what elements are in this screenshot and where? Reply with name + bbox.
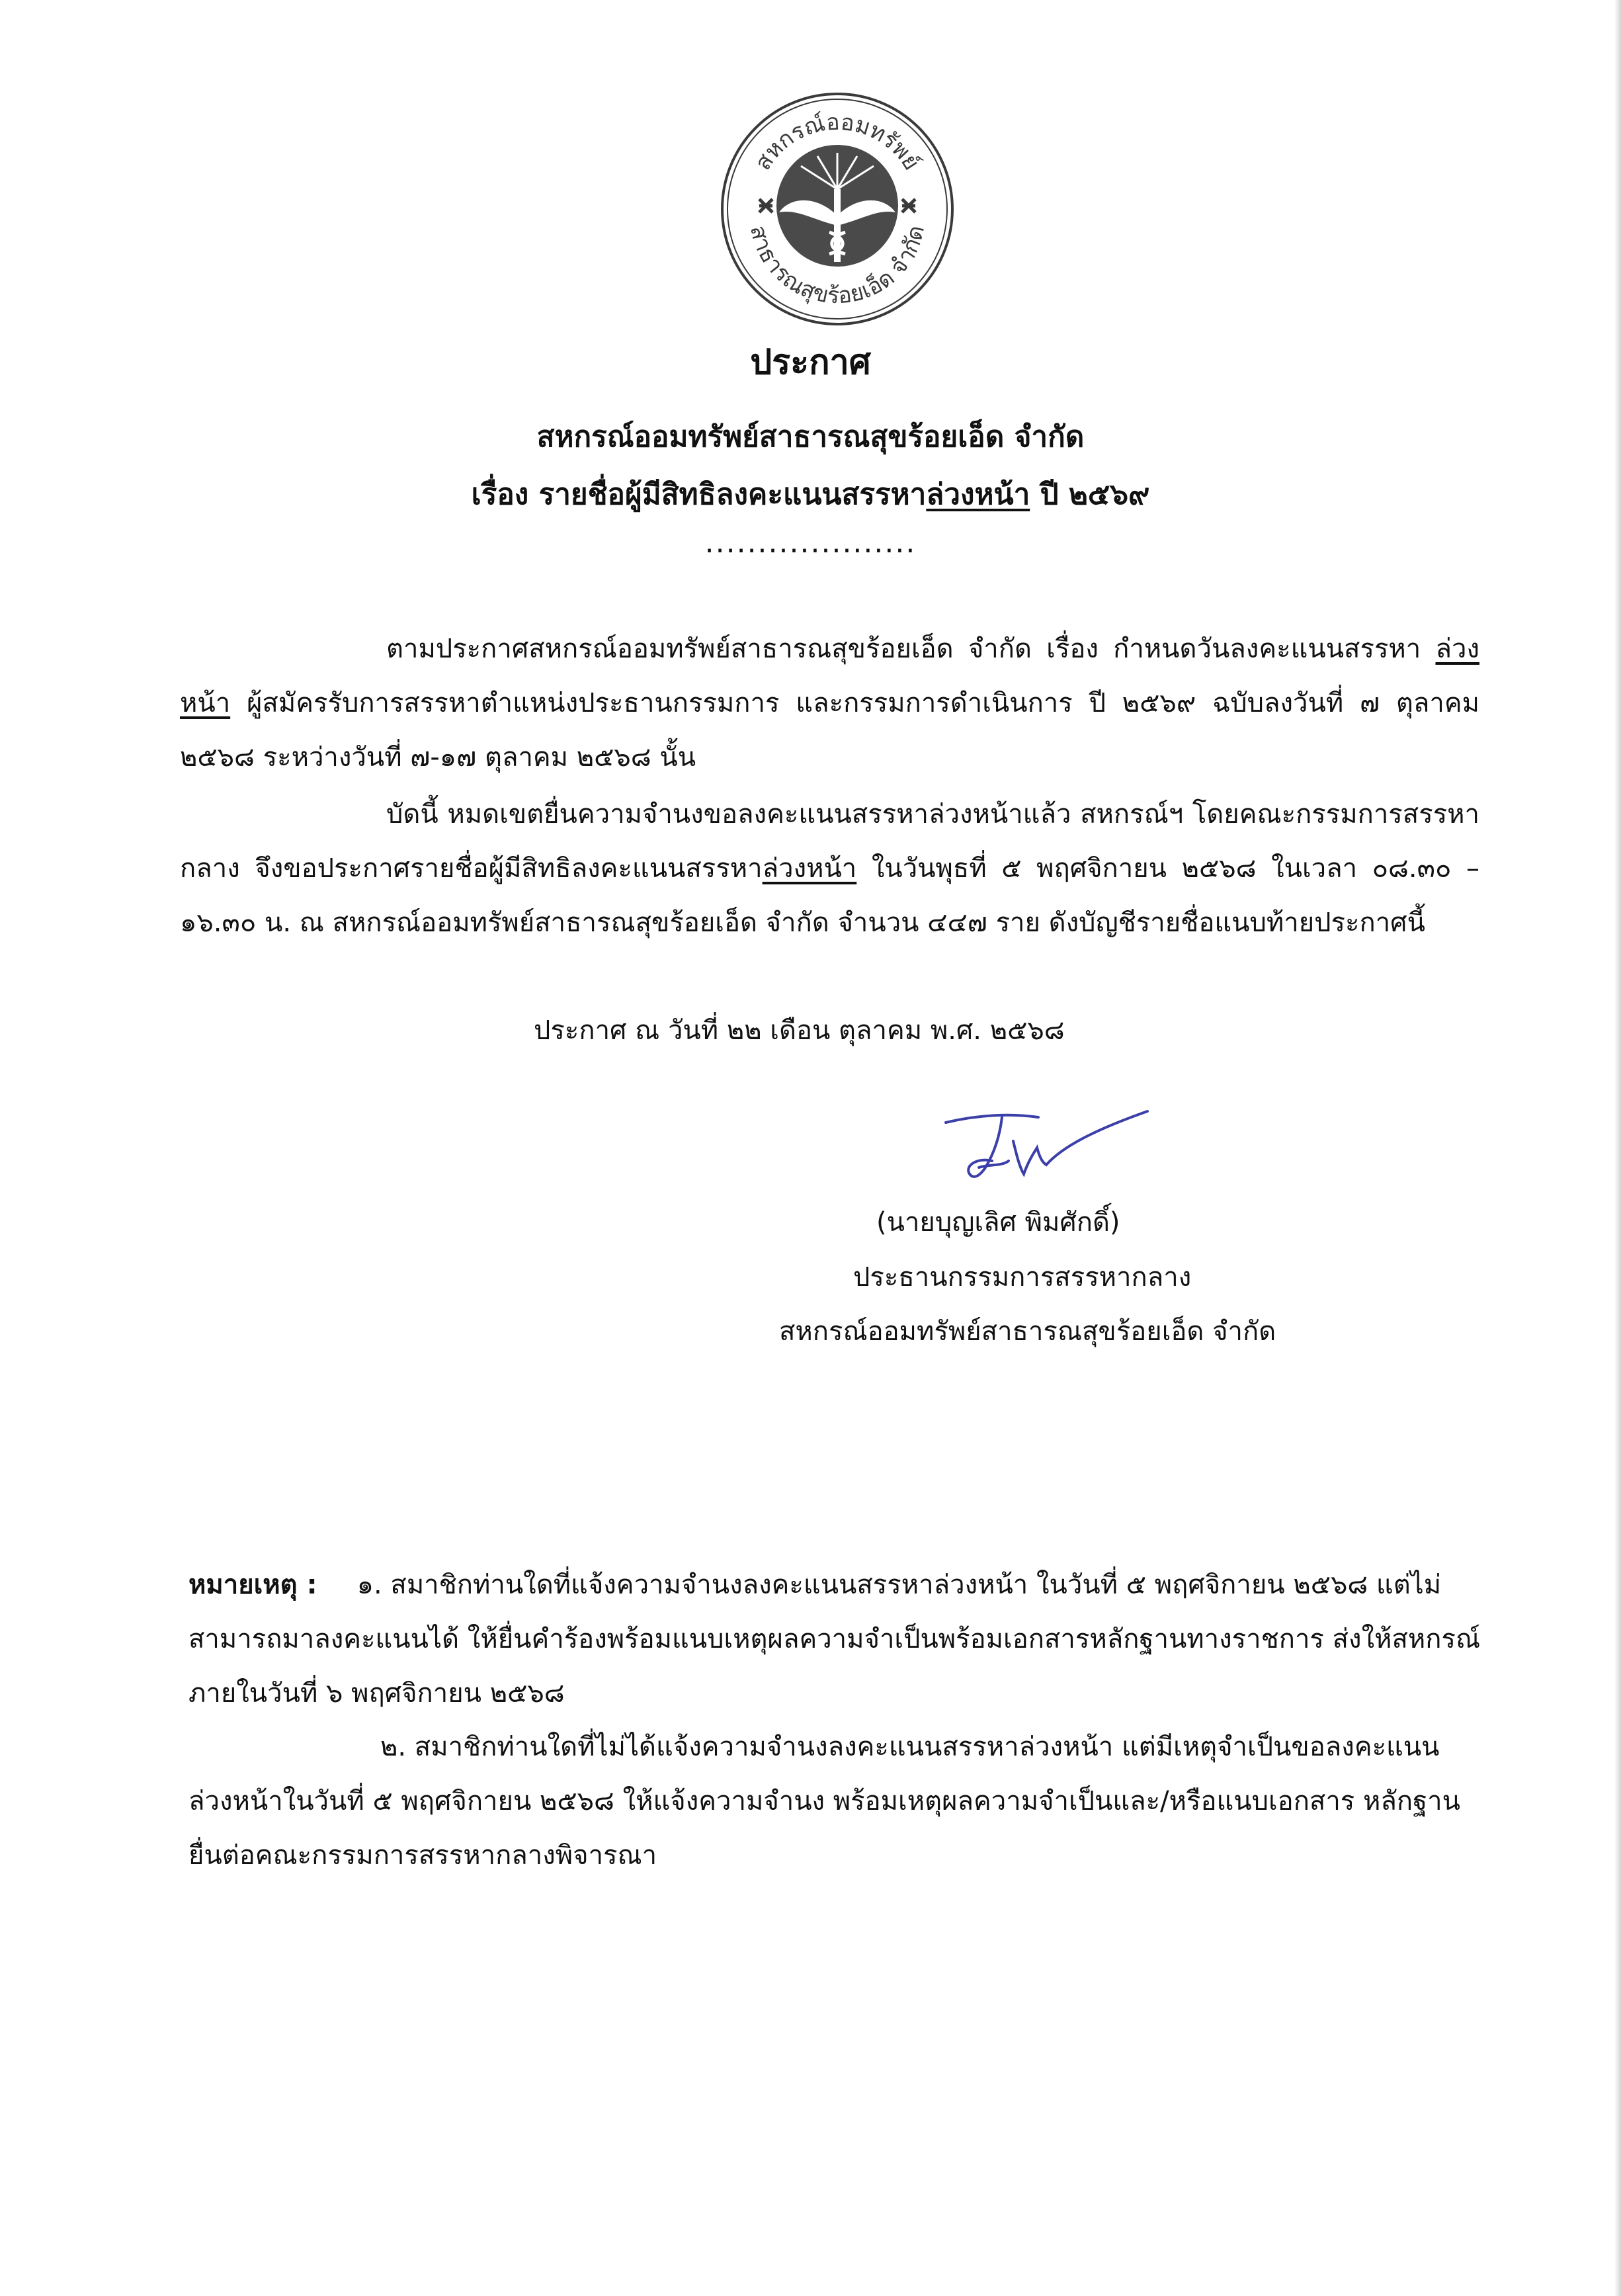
signatory-name: (นายบุญเลิศ พิมศักดิ์) xyxy=(876,1207,1120,1238)
announcement-date: ประกาศ ณ วันที่ ๒๒ เดือน ตุลาคม พ.ศ. ๒๕๖๘ xyxy=(534,1015,1065,1046)
note-1-text: ๑. สมาชิกท่านใดที่แจ้งความจำนงลงคะแนนสรรหาล่วงหน้า ในวันที่ ๕ พฤศจิกายน ๒๕๖๘ แต่ไม่สามารถมาลงคะแนนได้ ให้ยื่นคำร้องพร้อมแนบเหตุผลความจำเป็นพร้อมเอกสารหลักฐานทางราชการ ส่งให้สหกรณ์ภายในวันที่ ๖ พฤศจิกายน ๒๕๖๘ xyxy=(188,1570,1481,1709)
announcement-subject xyxy=(0,471,1621,517)
p1-text-b: ผู้สมัครรับการสรรหาตำแหน่งประธานกรรมการ และกรรมการดำเนินการ ปี ๒๕๖๙ ฉบับลงวันที่ ๗ ตุลาคม ๒๕๖๘ ระหว่างวันที่ ๗-๑๗ ตุลาคม ๒๕๖๘ นั้น xyxy=(180,688,1479,773)
signatory-organization: สหกรณ์ออมทรัพย์สาธารณสุขร้อยเอ็ด จำกัด xyxy=(779,1316,1276,1347)
p2-text-a: บัดนี้ หมดเขตยื่นความจำนงขอลงคะแนนสรรหาล่วงหน้าแล้ว สหกรณ์ฯ โดยคณะกรรมการสรรหากลาง จึงขอประกาศรายชื่อผู้มีสิทธิลงคะแนนสรรหา xyxy=(180,799,1479,884)
subject-underlined: ล่วงหน้า xyxy=(926,478,1030,511)
cooperative-seal-logo xyxy=(718,90,956,328)
seal-text-bottom: สาธารณสุขร้อยเอ็ด จำกัด xyxy=(745,223,931,310)
organization-name: สหกรณ์ออมทรัพย์สาธารณสุขร้อยเอ็ด จำกัด xyxy=(536,420,1085,454)
signatory-position: ประธานกรรมการสรรหากลาง xyxy=(853,1262,1192,1293)
handwritten-signature xyxy=(939,1095,1157,1201)
subject-suffix: ปี ๒๕๖๙ xyxy=(1030,478,1150,511)
note-1 xyxy=(188,1558,1501,1721)
p1-text-a: ตามประกาศสหกรณ์ออมทรัพย์สาธารณสุขร้อยเอ็ด จำกัด เรื่อง กำหนดวันลงคะแนนสรรหา xyxy=(386,634,1436,664)
seal-text-top: สหกรณ์ออมทรัพย์ xyxy=(749,108,925,175)
p1-underlined: ล่วงหน้า xyxy=(180,634,1479,718)
note-2 xyxy=(188,1720,1501,1883)
note-heading: หมายเหตุ : xyxy=(188,1570,317,1600)
paragraph-1 xyxy=(180,622,1479,785)
p2-underlined: ล่วงหน้า xyxy=(762,853,857,884)
note-2-first-line: ๒. สมาชิกท่านใดที่ไม่ได้แจ้งความจำนงลงคะแนนสรรหาล่วงหน้า แต่มีเหตุจำเป็นขอลงคะแนน xyxy=(380,1732,1440,1762)
paragraph-2 xyxy=(180,787,1479,950)
note-2-rest: ล่วงหน้าในวันที่ ๕ พฤศจิกายน ๒๕๖๘ ให้แจ้งความจำนง พร้อมเหตุผลความจำเป็นและ/หรือแนบเอกสาร หลักฐาน ยื่นต่อคณะกรรมการสรรหากลางพิจารณา xyxy=(188,1786,1460,1871)
announcement-title: ประกาศ xyxy=(750,343,871,382)
separator-dots: .................... xyxy=(704,526,917,560)
subject-prefix: เรื่อง รายชื่อผู้มีสิทธิลงคะแนนสรรหา xyxy=(471,478,927,511)
p2-text-b: ในวันพุธที่ ๕ พฤศจิกายน ๒๕๖๘ ในเวลา ๐๘.๓๐ – ๑๖.๓๐ น. ณ สหกรณ์ออมทรัพย์สาธารณสุขร้อยเอ็ด จำกัด จำนวน ๔๔๗ ราย ดังบัญชีรายชื่อแนบท้ายประกาศนี้ xyxy=(180,853,1479,938)
